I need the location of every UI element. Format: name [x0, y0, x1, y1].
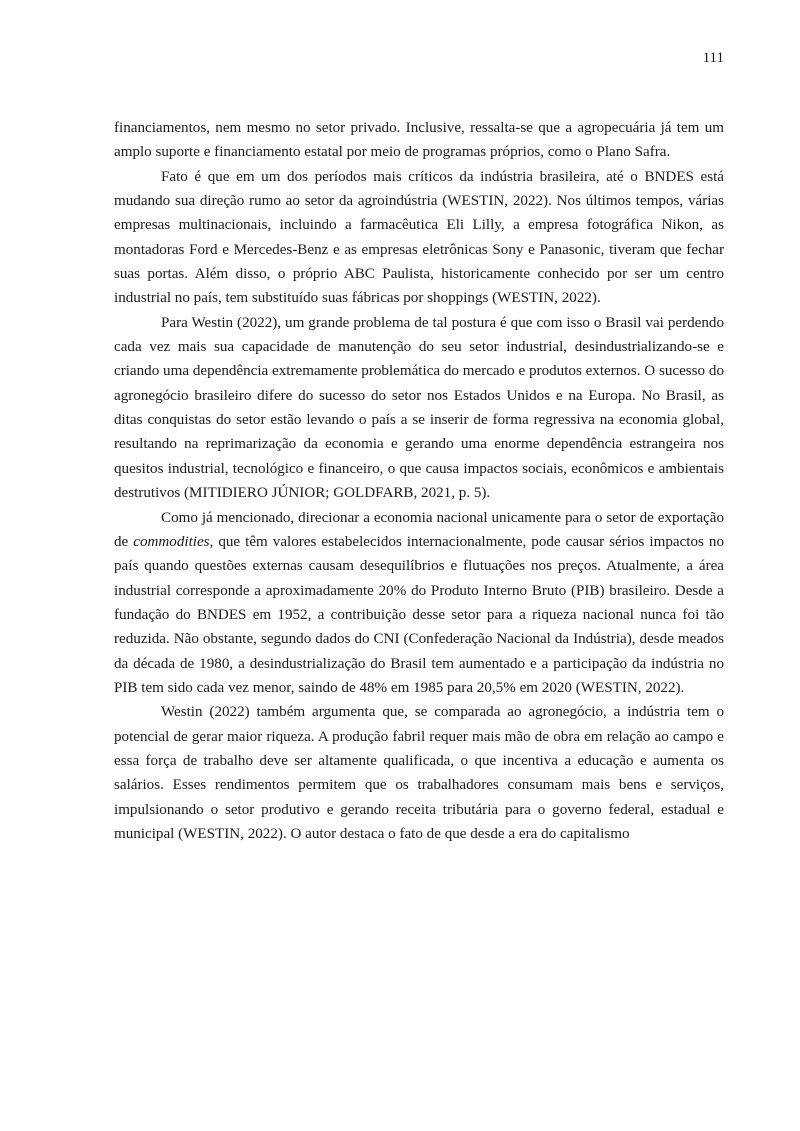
paragraph-bndes: Fato é que em um dos períodos mais críticos da indústria brasileira, até o BNDES está mudando sua direção rumo ao setor da agroindústria (WESTIN, 2022). Nos últimos tempos, várias empresas multinacionais, incluindo a farmacêutica Eli Lilly, a empresa fotográfica Nikon, as montadoras Ford e Mercedes-Benz e as empresas eletrônicas Sony e Panasonic, tiveram que fechar suas portas. Além disso, o próprio ABC Paulista, historicamente conhecido por ser um centro industrial no país, tem substituído suas fábricas por shoppings (WESTIN, 2022). [114, 168, 724, 307]
commodities-emphasis: commodities [133, 533, 210, 550]
paragraph-continuation: financiamentos, nem mesmo no setor privado. Inclusive, ressalta-se que a agropecuária já tem um amplo suporte e financiamento estatal por meio de programas próprios, como o Plano Safra. [114, 120, 724, 161]
paragraph-commodities-before: Como já mencionado, direcionar a economia nacional unicamente para o setor de exportação de [114, 509, 724, 550]
paragraph-industry-wealth: Westin (2022) também argumenta que, se comparada ao agronegócio, a indústria tem o potencial de gerar maior riqueza. A produção fabril requer mais mão de obra em relação ao campo e essa força de trabalho deve ser altamente qualificada, o que incentiva a educação e aumenta os salários. Esses rendimentos permitem que os trabalhadores consumam mais bens e serviços, impulsionando o setor produtivo e gerando receita tributária para o governo federal, estadual e municipal (WESTIN, 2022). O autor destaca o fato de que desde a era do capitalismo [114, 704, 724, 842]
page-number: 111 [702, 50, 724, 66]
paragraph-commodities [114, 506, 724, 701]
paragraph-commodities-after: , que têm valores estabelecidos internacionalmente, pode causar sérios impactos no país quando questões externas causam desequilíbrios e flutuações nos preços. Atualmente, a área industrial corresponde a aproximadamente 20% do Produto Interno Bruto (PIB) brasileiro. Desde a fundação do BNDES em 1952, a contribuição desse setor para a riqueza nacional nunca foi tão reduzida. Não obstante, segundo dados do CNI (Confederação Nacional da Indústria), desde meados da década de 1980, a desindustrialização do Brasil tem aumentado e a participação da indústria no PIB tem sido cada vez menor, saindo de 48% em 1985 para 20,5% em 2020 (WESTIN, 2022). [114, 533, 724, 696]
document-body [114, 116, 724, 846]
paragraph-westin-problem: Para Westin (2022), um grande problema de tal postura é que com isso o Brasil vai perdendo cada vez mais sua capacidade de manutenção do seu setor industrial, desindustrializando-se e criando uma dependência extremamente problemática do mercado e produtos externos. O sucesso do agronegócio brasileiro difere do sucesso do setor nos Estados Unidos e na Europa. No Brasil, as ditas conquistas do setor estão levando o país a se inserir de forma regressiva na economia global, resultando na reprimarização da economia e gerando uma enorme dependência estrangeira nos quesitos industrial, tecnológico e financeiro, o que causa impactos sociais, econômicos e ambientais destrutivos (MITIDIERO JÚNIOR; GOLDFARB, 2021, p. 5). [114, 314, 724, 502]
